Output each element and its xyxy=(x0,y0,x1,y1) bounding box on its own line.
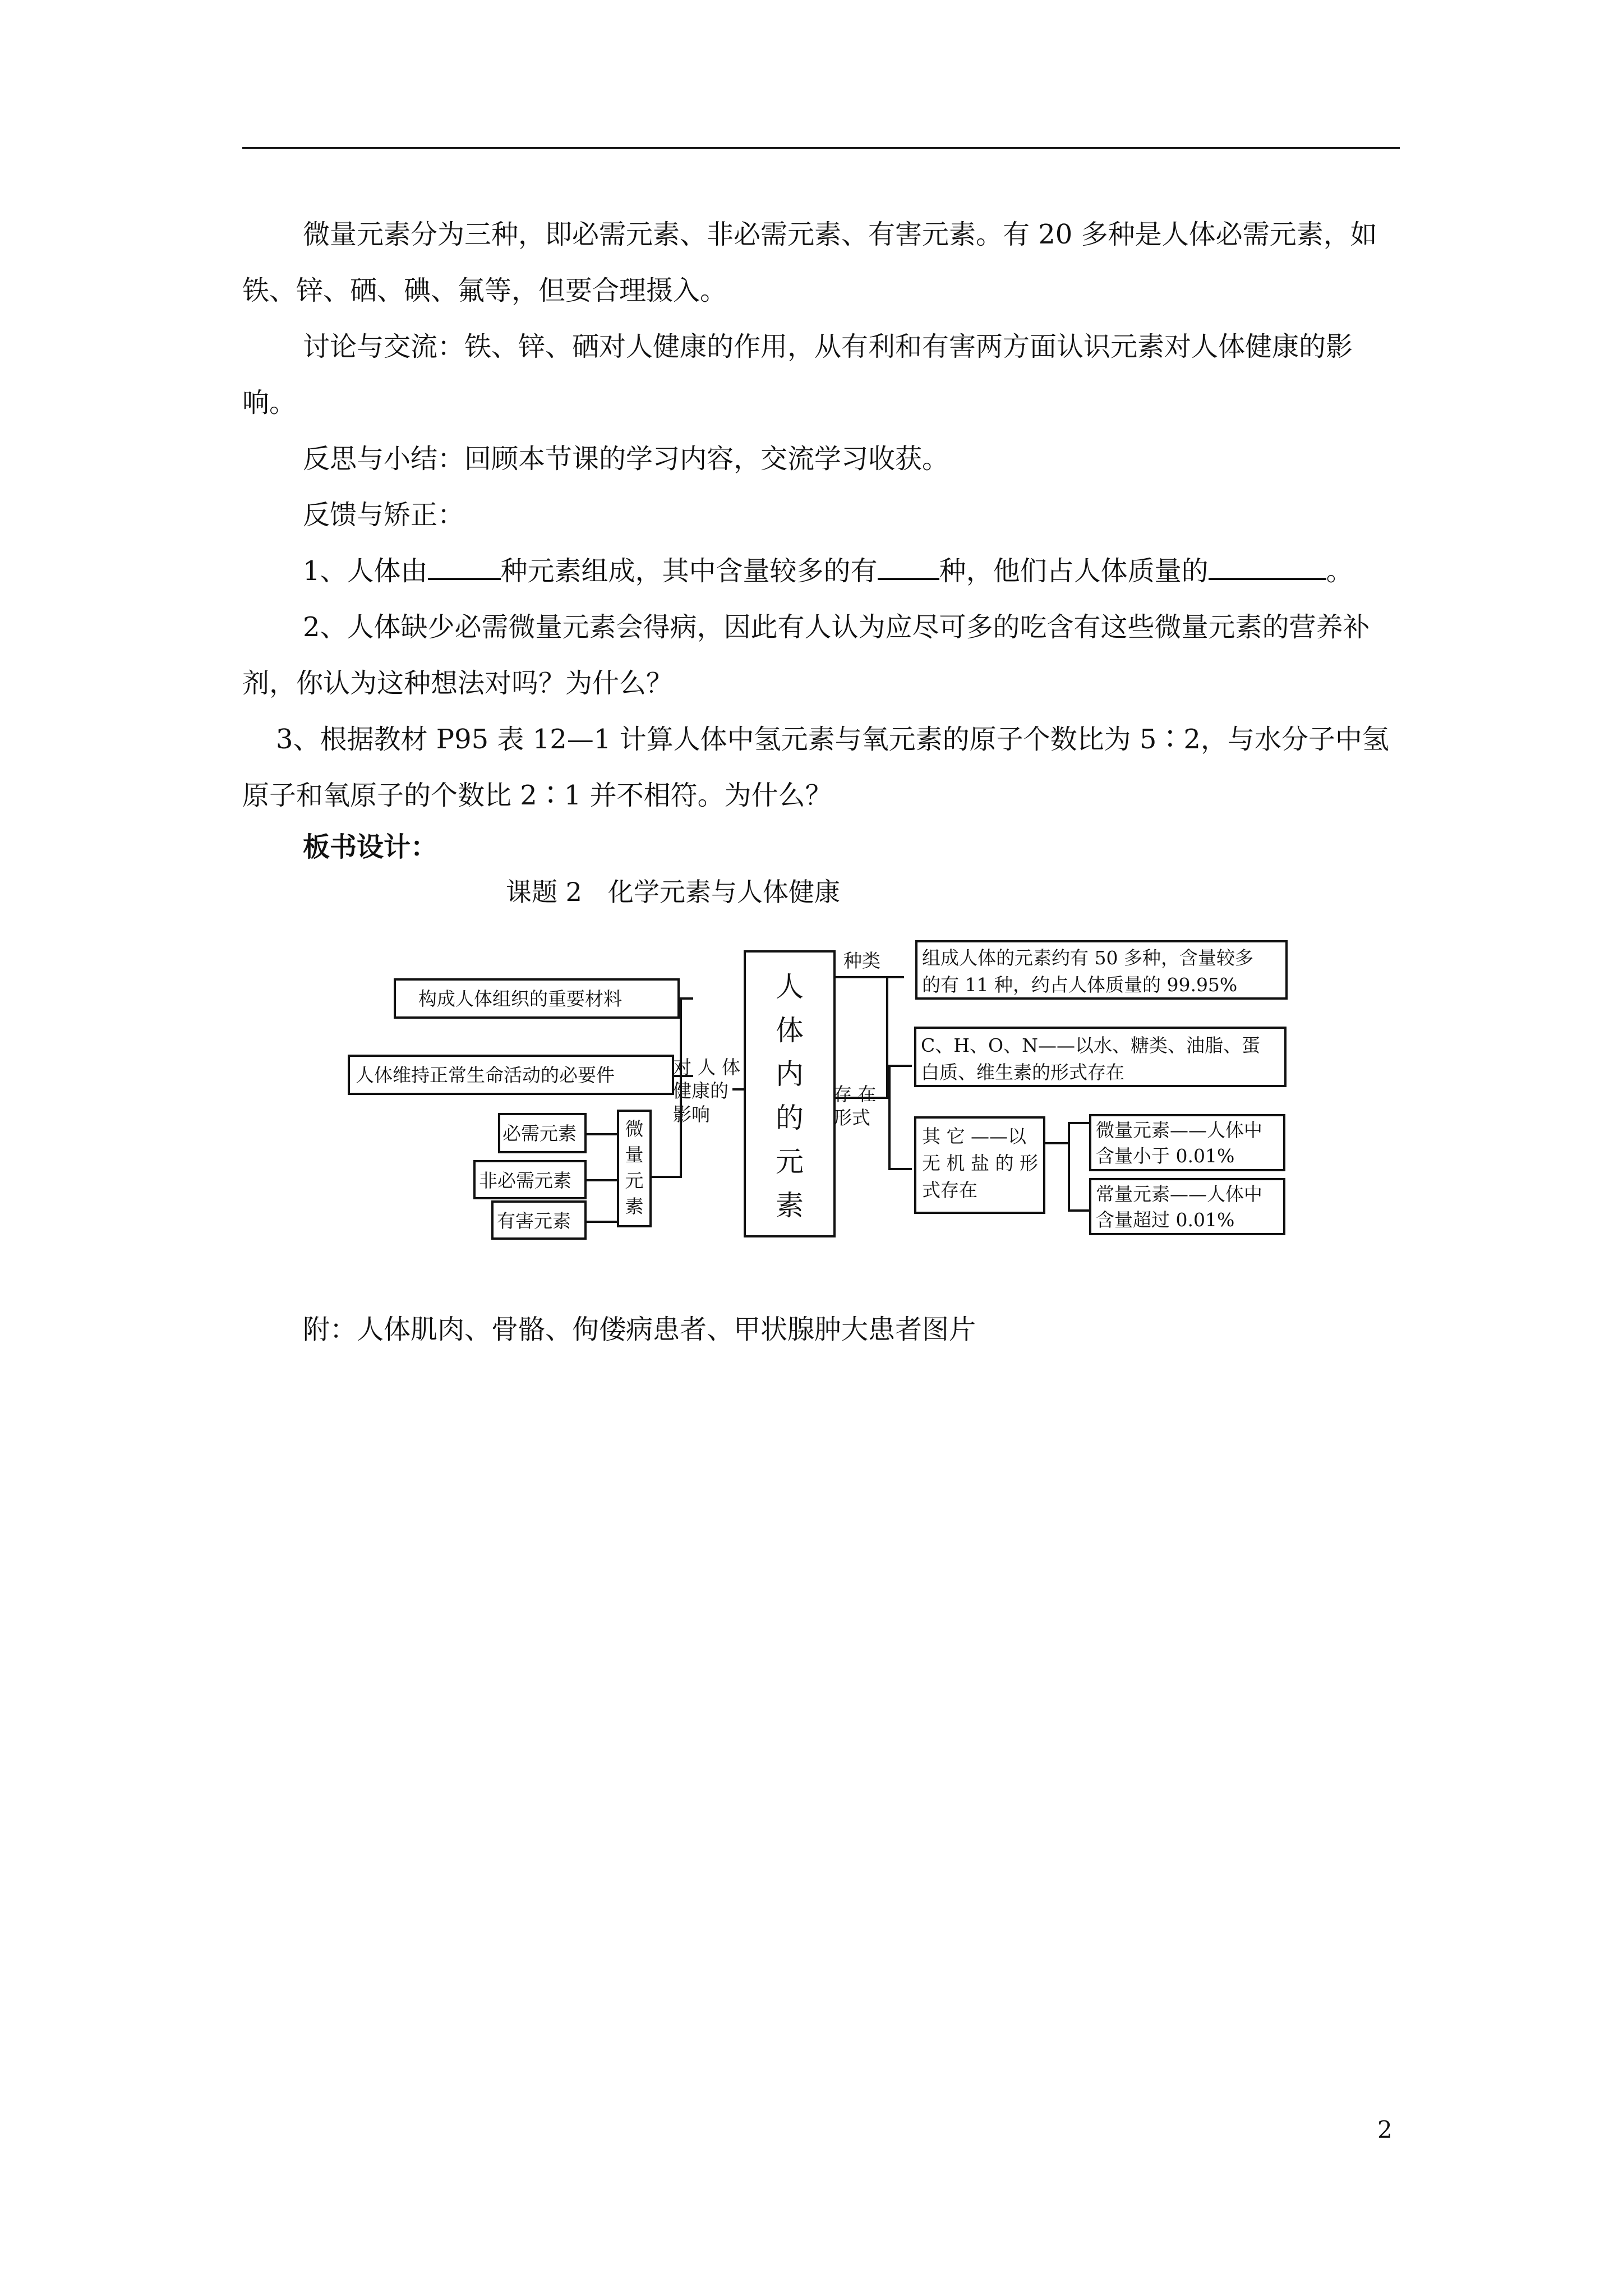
paragraph-discussion: 讨论与交流：铁、锌、硒对人健康的作用，从有利和有害两方面认识元素对人体健康的影响。 xyxy=(242,331,1353,418)
connector-line xyxy=(584,1179,618,1181)
question-1: 1、人体由 种元素组成，其中含量较多的有 种，他们占人体质量的 。 xyxy=(242,543,1400,599)
answer-blank xyxy=(428,554,501,580)
connector-line xyxy=(1068,1122,1090,1124)
connector-line xyxy=(652,1176,682,1178)
activity-box: 人体维持正常生命活动的必要件 xyxy=(348,1055,674,1095)
element-bracket-line xyxy=(1068,1122,1070,1212)
diagram-title: 课题 2 化学元素与人体健康 xyxy=(506,877,840,907)
connector-line xyxy=(584,1221,618,1223)
center-elements-box: 人 体 内 的 元 素 xyxy=(744,950,836,1237)
appendix-note: 附：人体肌肉、骨骼、佝偻病患者、甲状腺肿大患者图片 xyxy=(303,1314,976,1345)
paragraph-trace-elements: 微量元素分为三种，即必需元素、非必需元素、有害元素。有 20 多种是人体必需元素，如铁、锌、硒、碘、氟等，但要合理摄入。 xyxy=(242,219,1377,306)
other-form-box: 其 它 ——以 无 机 盐 的 形 式存在 xyxy=(914,1116,1045,1214)
kind-box: 组成人体的元素约有 50 多种，含量较多 的有 11 种，约占人体质量的 99.95% xyxy=(915,940,1288,1000)
board-design-label: 板书设计： xyxy=(303,831,438,863)
paragraph-reflection: 反思与小结：回顾本节课的学习内容，交流学习收获。 xyxy=(303,443,949,475)
paragraph-feedback: 反馈与矫正： xyxy=(303,499,465,531)
trace-element-definition-box: 微量元素——人体中 含量小于 0.01% xyxy=(1089,1114,1285,1171)
question-3: 3、根据教材 P95 表 12—1 计算人体中氢元素与氧元素的原子个数比为 5∶2，与水分子中氢原子和氧原子的个数比 2∶1 并不相符。为什么？ xyxy=(242,724,1389,811)
kind-label: 种类 xyxy=(843,950,880,972)
connector-line xyxy=(888,1065,912,1067)
macro-element-definition-box: 常量元素——人体中 含量超过 0.01% xyxy=(1089,1178,1285,1235)
harmful-element-box: 有害元素 xyxy=(491,1200,587,1240)
connector-line xyxy=(852,976,904,978)
connector-line xyxy=(1068,1209,1090,1212)
page-number: 2 xyxy=(1377,2116,1393,2143)
health-effect-label: 对 人 体 健康的 影响 xyxy=(673,1056,740,1125)
answer-blank xyxy=(878,554,939,580)
nonessential-element-box: 非必需元素 xyxy=(473,1160,587,1199)
material-box: 构成人体组织的重要材料 xyxy=(394,978,680,1019)
essential-element-box: 必需元素 xyxy=(498,1113,587,1153)
connector-line xyxy=(680,997,693,1000)
connector-line xyxy=(584,1133,618,1135)
existence-form-label: 存 在 形式 xyxy=(833,1083,877,1129)
connector-line xyxy=(888,1168,912,1170)
connector-line xyxy=(1044,1142,1070,1144)
trace-element-box: 微 量 元 素 xyxy=(617,1110,652,1227)
chon-form-box: C、H、O、N——以水、糖类、油脂、蛋 白质、维生素的形式存在 xyxy=(914,1027,1287,1087)
answer-blank xyxy=(1209,554,1326,580)
question-2: 2、人体缺少必需微量元素会得病，因此有人认为应尽可多的吃含有这些微量元素的营养补剂，你认为这种想法对吗？为什么？ xyxy=(242,611,1370,699)
header-rule xyxy=(242,147,1400,149)
